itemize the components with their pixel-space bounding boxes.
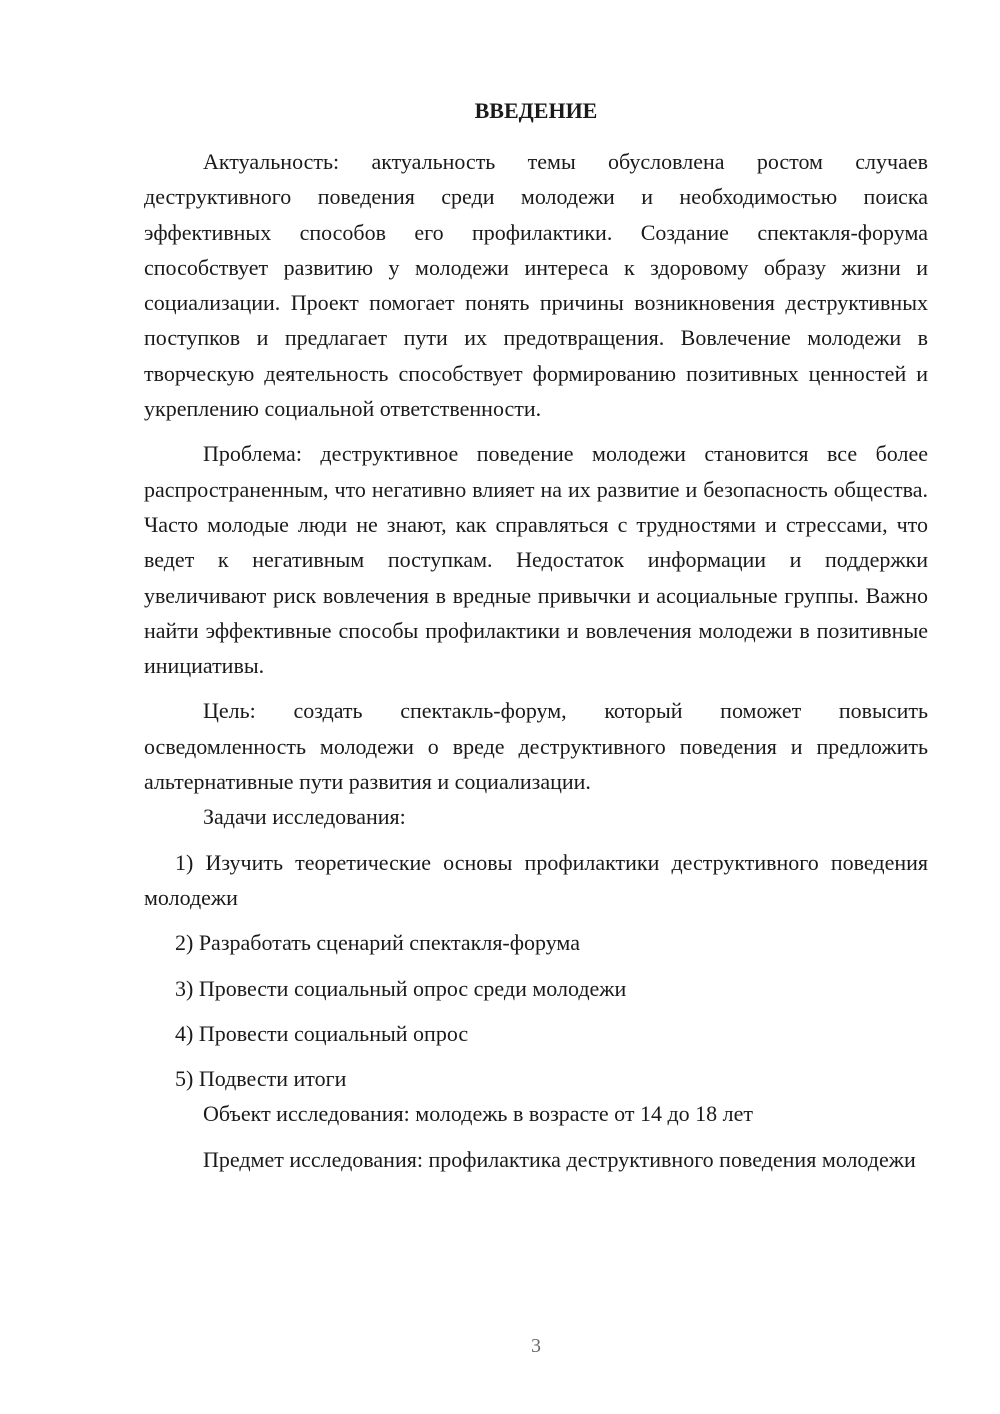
task-item-3: 3) Провести социальный опрос среди молодежи: [175, 975, 627, 1001]
tasks-heading: Задачи исследования:: [203, 804, 406, 830]
task-item-2: 2) Разработать сценарий спектакля-форума: [175, 930, 580, 956]
task-item-5: 5) Подвести итоги: [175, 1066, 347, 1092]
goal-paragraph: Цель: создать спектакль-форум, который поможет повысить осведомленность молодежи о вреде деструктивного поведения и предложить альтернативные пути развития и социализации.: [144, 698, 928, 795]
page-number: 3: [531, 1335, 541, 1357]
task-item-4: 4) Провести социальный опрос: [175, 1020, 469, 1046]
research-subject: Предмет исследования: профилактика деструктивного поведения молодежи: [203, 1146, 916, 1172]
task-item-1: 1) Изучить теоретические основы профилактики деструктивного поведения молодежи: [144, 849, 928, 910]
relevance-paragraph: Актуальность: актуальность темы обусловлена ростом случаев деструктивного поведения среди молодежи и необходимостью поиска эффективных способов его профилактики. Создание спектакля-форума способствует развитию у молодежи интереса к здоровому образу жизни и социализации. Проект помогает понять причины возникновения деструктивных поступков и предлагает пути их предотвращения. Вовлечение молодежи в творческую деятельность способствует формированию позитивных ценностей и укреплению социальной ответственности.: [144, 149, 928, 422]
problem-paragraph: Проблема: деструктивное поведение молодежи становится все более распространенным, что негативно влияет на их развитие и безопасность общества. Часто молодые люди не знают, как справляться с трудностями и стрессами, что ведет к негативным поступкам. Недостаток информации и поддержки увеличивают риск вовлечения в вредные привычки и асоциальные группы. Важно найти эффективные способы профилактики и вовлечения молодежи в позитивные инициативы.: [144, 441, 928, 679]
page-content: [144, 96, 928, 1177]
page-title-text: ВВЕДЕНИЕ: [474, 98, 598, 123]
page-title: [144, 96, 928, 126]
research-object: Объект исследования: молодежь в возрасте от 14 до 18 лет: [203, 1101, 754, 1127]
